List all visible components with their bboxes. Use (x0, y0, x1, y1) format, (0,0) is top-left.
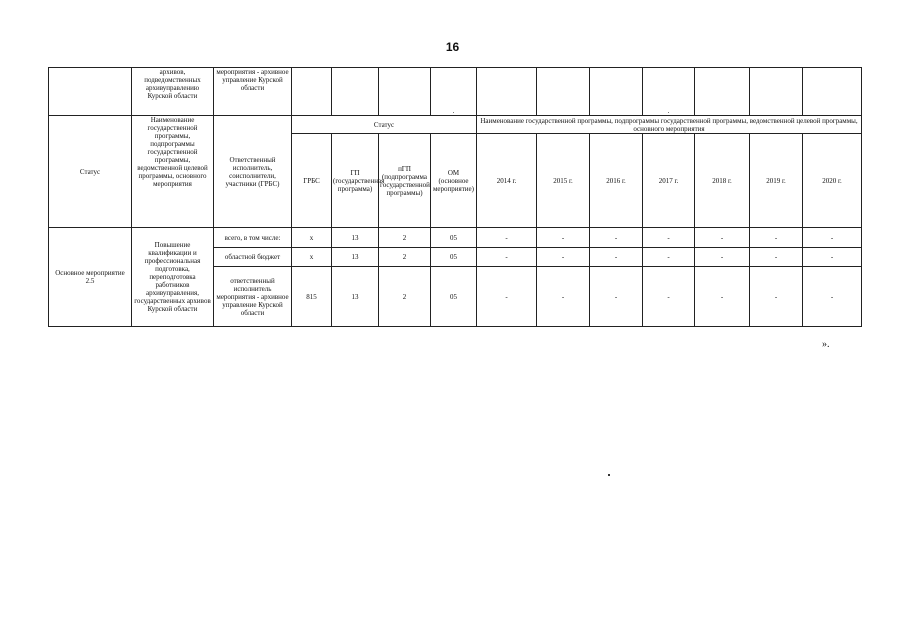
header-years-group: Наименование государственной программы, подпрограммы государственной программы, ведомственной целевой программы, основного мероприятия (477, 116, 862, 134)
cont-cell (332, 68, 379, 116)
row-year: - (590, 248, 643, 267)
page-number: 16 (445, 40, 460, 54)
row-grbs: 815 (292, 267, 332, 327)
stray-mark: . (667, 107, 670, 115)
header-year: 2018 г. (695, 134, 750, 228)
cont-cell (750, 68, 803, 116)
row-year: - (590, 228, 643, 248)
budget-table (48, 67, 862, 327)
header-year: 2019 г. (750, 134, 803, 228)
row-year: - (477, 267, 537, 327)
row-year: - (750, 248, 803, 267)
row-responsible: ответственный исполнитель мероприятия - архивное управление Курской области (214, 267, 292, 327)
row-year: - (537, 267, 590, 327)
header-year: 2017 г. (643, 134, 695, 228)
cont-cell (292, 68, 332, 116)
header-responsible: Ответственный исполнитель, соисполнители, участники (ГРБС) (214, 116, 292, 228)
header-year: 2020 г. (803, 134, 862, 228)
header-name: Наименование государственной программы, подпрограммы государственной программы, ведомственной целевой программы, основного мероприятия (132, 116, 214, 228)
cont-cell (590, 68, 643, 116)
table-row (49, 228, 862, 248)
header-year: 2016 г. (590, 134, 643, 228)
header-om: ОМ (основное мероприятие) (431, 134, 477, 228)
header-pgp: пГП (подпрограмма государственной программы) (379, 134, 431, 228)
header-grbs: ГРБС (292, 134, 332, 228)
row-year: - (537, 248, 590, 267)
row-responsible: всего, в том числе: (214, 228, 292, 248)
header-row-1 (49, 116, 862, 134)
cont-cell (643, 68, 695, 116)
row-om: 05 (431, 267, 477, 327)
cont-cell (379, 68, 431, 116)
cont-cell (477, 68, 537, 116)
cont-cell (803, 68, 862, 116)
cont-cell (431, 68, 477, 116)
header-year: 2014 г. (477, 134, 537, 228)
cont-responsible-cell: мероприятия - архивное управление Курской области (214, 68, 292, 116)
row-responsible: областной бюджет (214, 248, 292, 267)
row-year: - (750, 228, 803, 248)
cont-cell (537, 68, 590, 116)
activity-status: Основное мероприятие 2.5 (49, 228, 132, 327)
row-year: - (643, 248, 695, 267)
row-year: - (750, 267, 803, 327)
header-gp: ГП (государственная программа) (332, 134, 379, 228)
cont-cell (695, 68, 750, 116)
row-grbs: х (292, 248, 332, 267)
row-year: - (803, 267, 862, 327)
row-gp: 13 (332, 267, 379, 327)
row-year: - (695, 228, 750, 248)
row-year: - (695, 267, 750, 327)
row-gp: 13 (332, 248, 379, 267)
row-pgp: 2 (379, 248, 431, 267)
row-year: - (590, 267, 643, 327)
header-code-group: Статус (292, 116, 477, 134)
header-status: Статус (49, 116, 132, 228)
row-om: 05 (431, 228, 477, 248)
row-grbs: х (292, 228, 332, 248)
row-year: - (643, 267, 695, 327)
row-year: - (643, 228, 695, 248)
row-year: - (803, 228, 862, 248)
row-year: - (477, 248, 537, 267)
cont-status-cell (49, 68, 132, 116)
continuation-row (49, 68, 862, 116)
header-year: 2015 г. (537, 134, 590, 228)
row-pgp: 2 (379, 228, 431, 248)
cont-name-cell: архивов, подведомственных архивуправлению Курской области (132, 68, 214, 116)
row-year: - (477, 228, 537, 248)
stray-mark: . (452, 107, 455, 115)
row-om: 05 (431, 248, 477, 267)
row-year: - (537, 228, 590, 248)
activity-name: Повышение квалификации и профессиональная подготовка, переподготовка работников архивуправления, государственных архивов Курской области (132, 228, 214, 327)
row-year: - (695, 248, 750, 267)
scan-speck (608, 474, 610, 476)
closing-quote-mark: ». (822, 339, 830, 350)
row-pgp: 2 (379, 267, 431, 327)
row-year: - (803, 248, 862, 267)
row-gp: 13 (332, 228, 379, 248)
